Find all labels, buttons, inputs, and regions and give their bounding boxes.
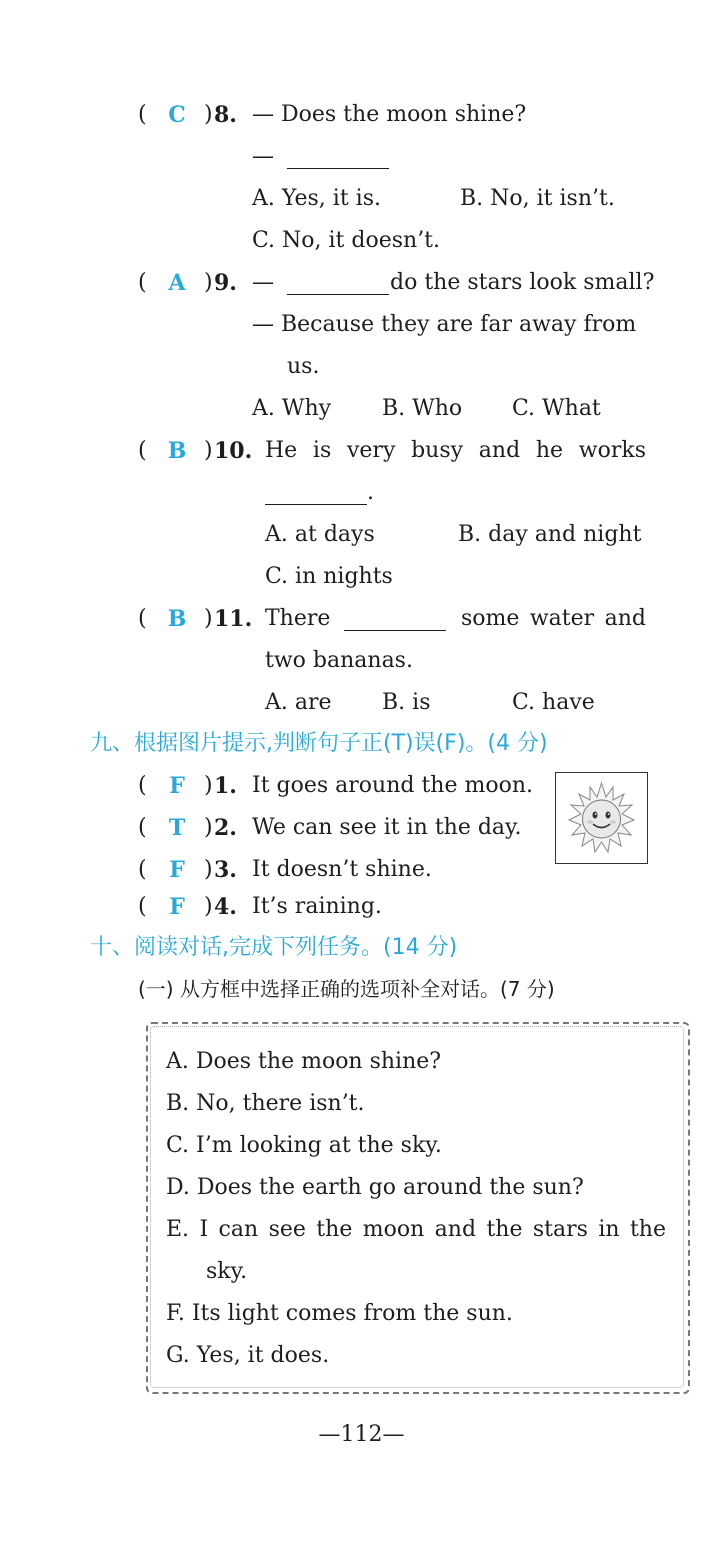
box-option-b: B. No, there isn’t. <box>166 1091 365 1116</box>
s9-item3-answer: F <box>169 857 185 883</box>
q11-option-b: B. is <box>382 690 431 715</box>
s9-item1-paren-open: ( <box>138 773 147 798</box>
s9-item2-number: 2. <box>214 815 237 841</box>
q9-answer-blank <box>287 274 389 295</box>
box-option-f: F. Its light comes from the sun. <box>166 1301 513 1326</box>
q11-paren-open: ( <box>138 606 147 631</box>
q11-question-end: some water and <box>461 606 646 631</box>
box-option-e-cont: sky. <box>206 1259 248 1284</box>
q11-option-a: A. are <box>265 690 332 715</box>
s9-item2-text: We can see it in the day. <box>252 815 522 840</box>
q11-answer: B <box>167 606 187 632</box>
s9-item1-number: 1. <box>214 773 237 799</box>
q9-response-cont: us. <box>287 354 320 379</box>
s9-item1-answer: F <box>169 773 185 799</box>
s9-item4-paren-close: ) <box>204 894 213 919</box>
q8-number: 8. <box>214 102 237 128</box>
q8-option-a: A. Yes, it is. <box>252 186 381 211</box>
box-option-e: E. I can see the moon and the stars in the <box>166 1217 666 1242</box>
q8-answer-blank <box>287 148 389 169</box>
s9-item1-text: It goes around the moon. <box>252 773 533 798</box>
section9-heading: 九、根据图片提示,判断句子正(T)误(F)。(4 分) <box>90 731 548 756</box>
q9-paren-close: ) <box>204 270 213 295</box>
q9-response: — Because they are far away from <box>252 312 637 337</box>
s9-item2-answer: T <box>168 815 186 841</box>
s9-item4-text: It’s raining. <box>252 894 382 919</box>
options-box-inner-border <box>150 1026 684 1388</box>
section10-heading: 十、阅读对话,完成下列任务。(14 分) <box>90 935 458 960</box>
q9-option-b: B. Who <box>382 396 463 421</box>
q9-option-c: C. What <box>512 396 601 421</box>
q9-answer: A <box>168 270 186 296</box>
page-number: —112— <box>318 1422 405 1447</box>
box-option-g: G. Yes, it does. <box>166 1343 330 1368</box>
q10-option-c: C. in nights <box>265 564 393 589</box>
s9-item2-paren-close: ) <box>204 815 213 840</box>
q10-paren-close: ) <box>204 438 213 463</box>
q9-number: 9. <box>214 270 237 296</box>
sun-picture <box>555 772 648 864</box>
s9-item1-paren-close: ) <box>204 773 213 798</box>
q11-question-start: There <box>265 606 331 631</box>
q10-answer: B <box>167 438 187 464</box>
q8-option-c: C. No, it doesn’t. <box>252 228 441 253</box>
s9-item4-number: 4. <box>214 894 237 920</box>
s9-item2-paren-open: ( <box>138 815 147 840</box>
q8-paren-open: ( <box>138 102 147 127</box>
box-option-c: C. I’m looking at the sky. <box>166 1133 442 1158</box>
q10-answer-blank <box>265 484 367 505</box>
q8-answer: C <box>168 102 186 128</box>
q8-paren-close: ) <box>204 102 213 127</box>
s9-item3-paren-open: ( <box>138 857 147 882</box>
box-option-d: D. Does the earth go around the sun? <box>166 1175 584 1200</box>
s9-item4-paren-open: ( <box>138 894 147 919</box>
q9-paren-open: ( <box>138 270 147 295</box>
q9-question-rest: do the stars look small? <box>390 270 655 295</box>
q9-option-a: A. Why <box>252 396 332 421</box>
q10-period: . <box>367 480 374 505</box>
section10-subheading: (一) 从方框中选择正确的选项补全对话。(7 分) <box>138 977 555 1001</box>
q8-response-dash: — <box>252 144 274 169</box>
q8-option-b: B. No, it isn’t. <box>460 186 615 211</box>
q11-option-c: C. have <box>512 690 595 715</box>
q10-number: 10. <box>214 438 253 464</box>
q10-option-a: A. at days <box>265 522 375 547</box>
q11-question-cont: two bananas. <box>265 648 413 673</box>
q11-paren-close: ) <box>204 606 213 631</box>
q10-question: He is very busy and he works <box>265 438 646 463</box>
q10-option-b: B. day and night <box>458 522 642 547</box>
s9-item4-answer: F <box>169 894 185 920</box>
s9-item3-number: 3. <box>214 857 237 883</box>
s9-item3-paren-close: ) <box>204 857 213 882</box>
smiling-sun-icon <box>556 773 647 863</box>
q11-answer-blank <box>344 610 446 631</box>
q9-dash: — <box>252 270 274 295</box>
q11-number: 11. <box>214 606 253 632</box>
s9-item3-text: It doesn’t shine. <box>252 857 432 882</box>
q8-question: — Does the moon shine? <box>252 102 527 127</box>
box-option-a: A. Does the moon shine? <box>166 1049 442 1074</box>
q10-paren-open: ( <box>138 438 147 463</box>
